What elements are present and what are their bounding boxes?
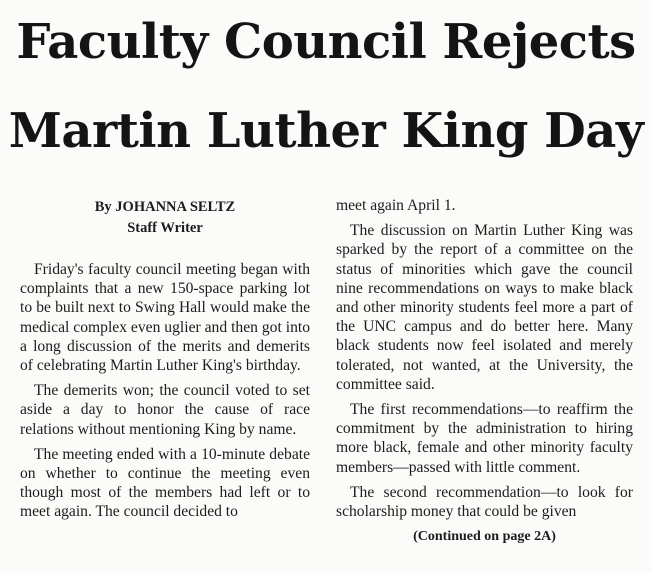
article-paragraph: The demerits won; the council voted to set aside a day to honor the cause of race relations without mentioning King by name. xyxy=(20,382,310,438)
article-paragraph: Friday's faculty council meeting began with complaints that a new 150-space parking lot to be built next to Swing Hall would make the medical complex even uglier and then got into a long discussion of the merits and demerits of celebrating Martin Luther King's birthday. xyxy=(20,261,310,375)
continued-note: (Continued on page 2A) xyxy=(413,529,556,545)
byline-title: Staff Writer xyxy=(127,220,203,236)
article-paragraph: The second recommendation—to look for scholarship money that could be given xyxy=(336,483,633,521)
article-column-left xyxy=(20,196,310,528)
article-paragraph: The meeting ended with a 10-minute debate on whether to continue the meeting even though most of the members had left or to meet again. The council decided to xyxy=(20,445,310,521)
article-column-right xyxy=(336,196,633,546)
article-paragraph: meet again April 1. xyxy=(336,197,456,214)
byline-author: By JOHANNA SELTZ xyxy=(94,199,236,215)
headline-line-2: Martin Luther King Day xyxy=(8,103,644,159)
headline-line-1: Faculty Council Rejects xyxy=(16,14,636,70)
article-paragraph: The discussion on Martin Luther King was sparked by the report of a committee on the status of minorities which gave the council nine recommendations on ways to make black and other minority students feel more a part of the UNC campus and do better here. Many black students now feel isolated and merely tolerated, not wanted, at the University, the committee said. xyxy=(336,222,633,393)
column-divider xyxy=(322,196,323,556)
article-paragraph: The first recommendations—to reaffirm the commitment by the administration to hiring more black, female and other minority faculty members—passed with little comment. xyxy=(336,401,633,476)
